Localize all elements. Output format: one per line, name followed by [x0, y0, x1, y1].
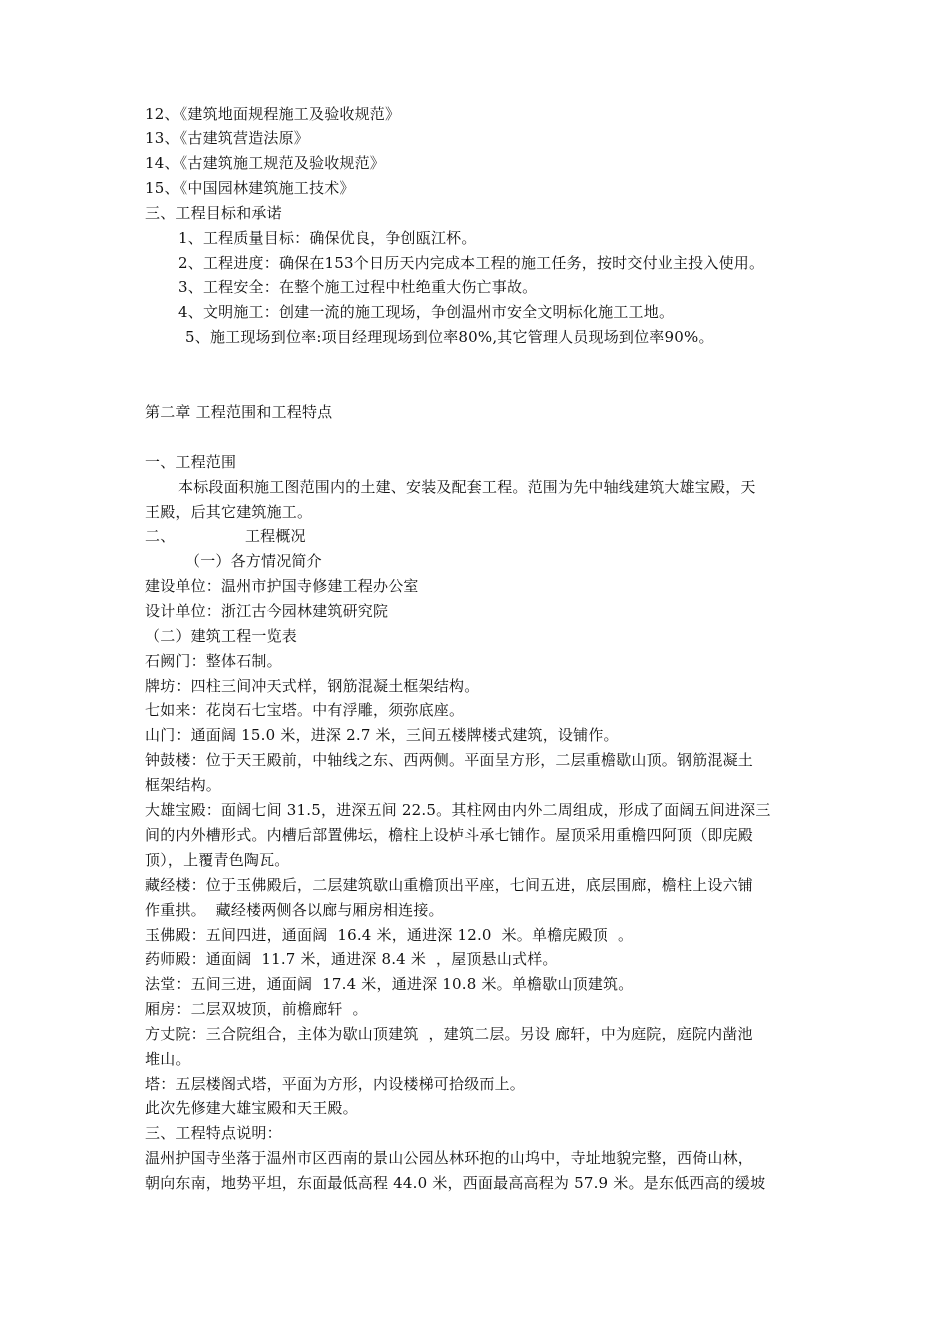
building-line: 堆山。	[145, 1050, 191, 1068]
reference-item: 12、《建筑地面规程施工及验收规范》	[145, 105, 401, 123]
reference-item: 15、《中国园林建筑施工技术》	[145, 179, 355, 197]
reference-item: 14、《古建筑施工规范及验收规范》	[145, 154, 385, 172]
goal-item: 1、工程质量目标：确保优良，争创瓯江杯。	[178, 229, 477, 247]
building-line: 此次先修建大雄宝殿和天王殿。	[145, 1099, 358, 1117]
building-line: 钟鼓楼：位于天王殿前，中轴线之东、西两侧。平面呈方形，二层重檐歇山顶。钢筋混凝土	[145, 751, 754, 769]
features-text: 温州护国寺坐落于温州市区西南的景山公园丛林环抱的山坞中，寺址地貌完整，西倚山林，	[145, 1149, 754, 1167]
building-line: 山门：通面阔 15.0 米，进深 2.7 米，三间五楼牌楼式建筑，设铺作。	[145, 726, 619, 744]
scope-text: 本标段面积施工图范围内的土建、安装及配套工程。范围为先中轴线建筑大雄宝殿，天	[178, 478, 756, 496]
features-text: 朝向东南，地势平坦，东面最低高程 44.0 米，西面最高高程为 57.9 米。是东低西高的缓坡	[145, 1174, 766, 1192]
section-heading-overview: 二、 工程概况	[145, 527, 306, 545]
scope-text: 王殿，后其它建筑施工。	[145, 503, 313, 521]
building-line: 石阙门：整体石制。	[145, 652, 282, 670]
party-line: 设计单位：浙江古今园林建筑研究院	[145, 602, 389, 620]
building-line: 框架结构。	[145, 776, 222, 794]
goal-item: 3、工程安全：在整个施工过程中杜绝重大伤亡事故。	[178, 278, 538, 296]
building-line: 玉佛殿：五间四进，通面阔 16.4 米，通进深 12.0 米。单檐庑殿顶 。	[145, 926, 634, 944]
building-line: 大雄宝殿：面阔七间 31.5，进深五间 22.5。其柱网由内外二周组成，形成了面阔五间进深三	[145, 801, 771, 819]
building-line: 方丈院：三合院组合，主体为歇山顶建筑 ，建筑二层。另设 廊轩，中为庭院，庭院内凿池	[145, 1025, 753, 1043]
subsection-heading-parties: （一）各方情况简介	[185, 552, 322, 570]
building-line: 厢房：二层双坡顶，前檐廊轩 。	[145, 1000, 368, 1018]
party-line: 建设单位：温州市护国寺修建工程办公室	[145, 577, 419, 595]
reference-item: 13、《古建筑营造法原》	[145, 129, 309, 147]
section-heading-goals: 三、工程目标和承诺	[145, 204, 282, 222]
building-line: 作重拱。 藏经楼两侧各以廊与厢房相连接。	[145, 901, 444, 919]
building-line: 间的内外槽形式。内槽后部置佛坛，檐柱上设栌斗承七铺作。屋顶采用重檐四阿顶（即庑殿	[145, 826, 754, 844]
building-line: 七如来：花岗石七宝塔。中有浮雕，须弥底座。	[145, 701, 465, 719]
building-line: 法堂：五间三进，通面阔 17.4 米，通进深 10.8 米。单檐歇山顶建筑。	[145, 975, 634, 993]
section-heading-scope: 一、工程范围	[145, 453, 237, 471]
building-line: 藏经楼：位于玉佛殿后，二层建筑歇山重檐顶出平座，七间五进，底层围廊，檐柱上设六铺	[145, 876, 754, 894]
goal-item: 5、施工现场到位率:项目经理现场到位率80%,其它管理人员现场到位率90%。	[185, 328, 714, 346]
building-line: 牌坊：四柱三间冲天式样，钢筋混凝土框架结构。	[145, 677, 480, 695]
section-heading-features: 三、工程特点说明：	[145, 1124, 282, 1142]
goal-item: 2、工程进度：确保在153个日历天内完成本工程的施工任务，按时交付业主投入使用。	[178, 254, 765, 272]
building-line: 药师殿：通面阔 11.7 米，通进深 8.4 米 ，屋顶悬山式样。	[145, 950, 558, 968]
goal-item: 4、文明施工：创建一流的施工现场，争创温州市安全文明标化施工工地。	[178, 303, 675, 321]
building-line: 塔：五层楼阁式塔，平面为方形，内设楼梯可拾级而上。	[145, 1075, 526, 1093]
subsection-heading-list: （二）建筑工程一览表	[145, 627, 298, 645]
building-line: 顶），上覆青色陶瓦。	[145, 851, 290, 869]
chapter-title: 第二章 工程范围和工程特点	[145, 403, 333, 421]
